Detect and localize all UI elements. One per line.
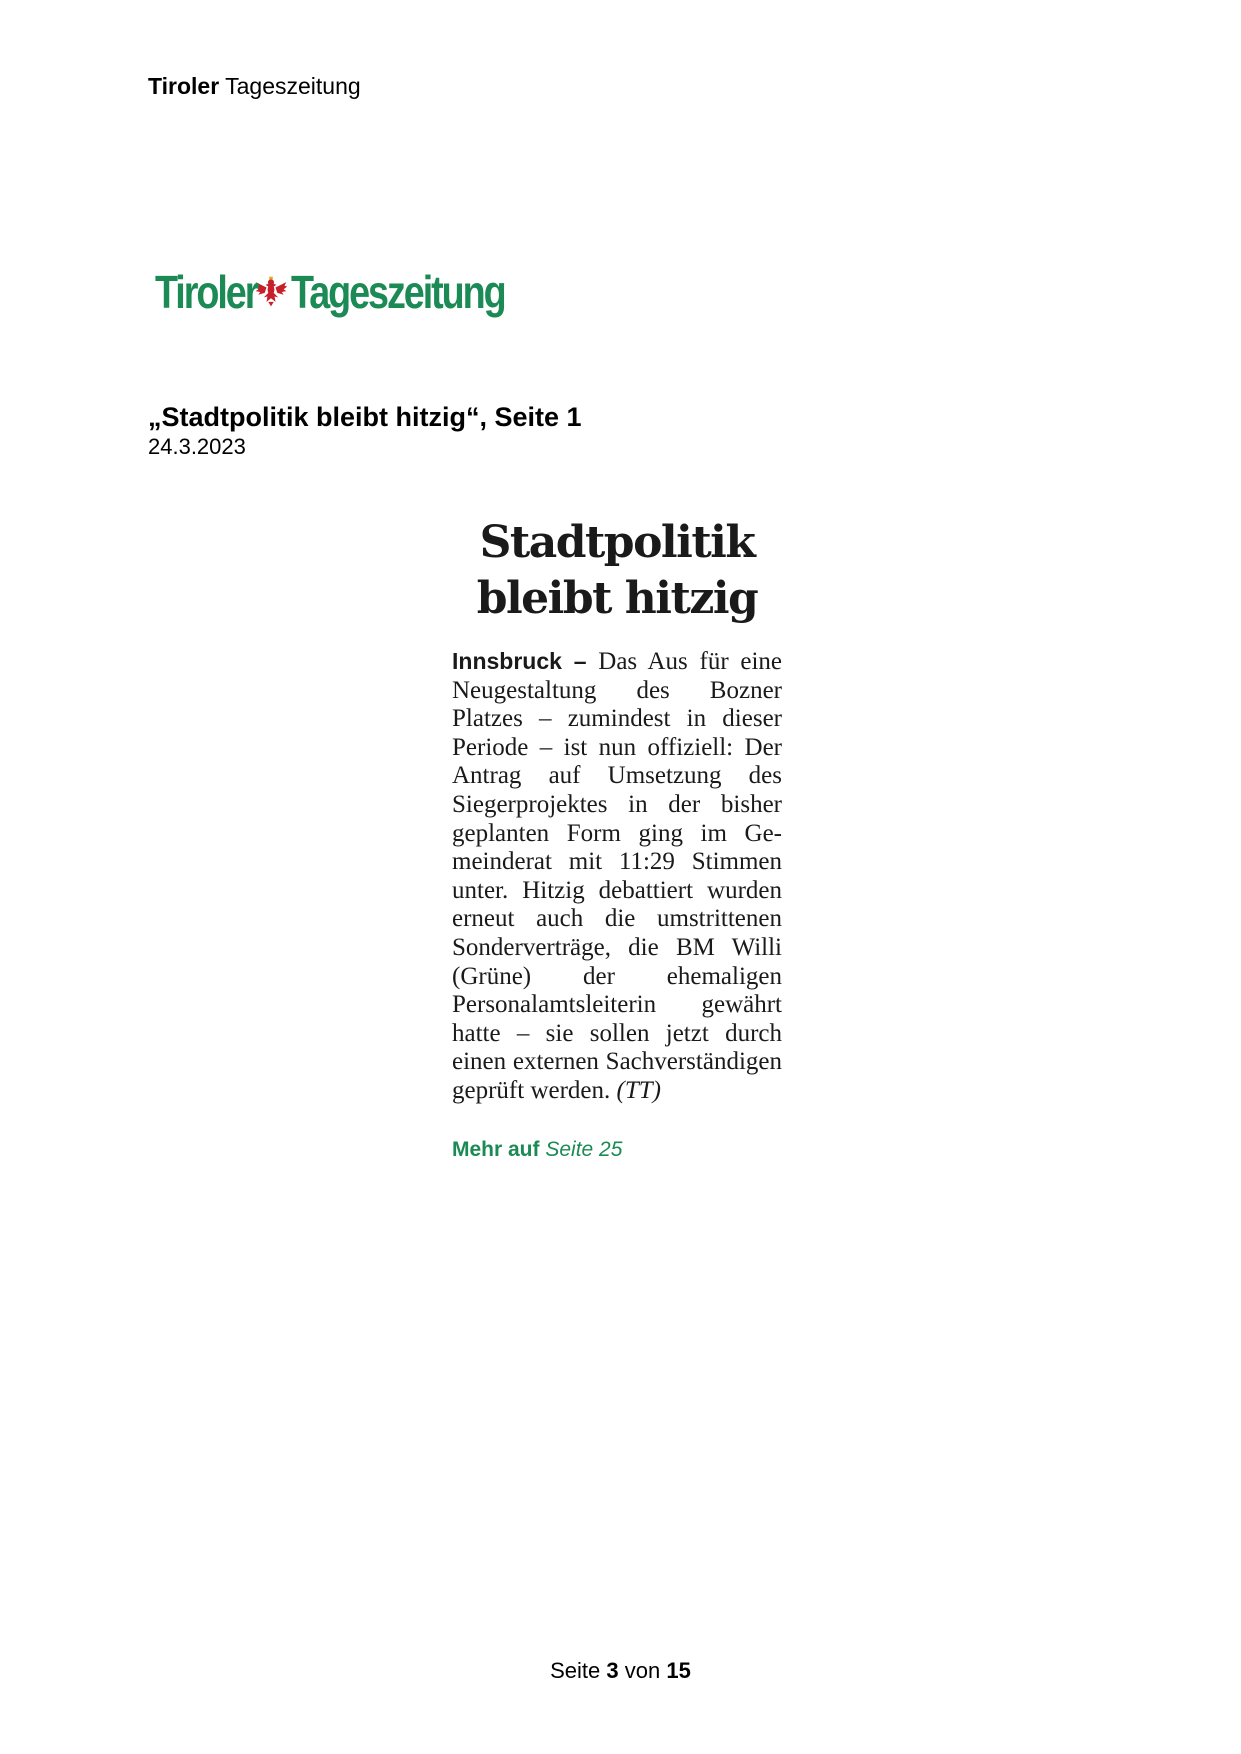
total-page-count: 15: [666, 1658, 691, 1683]
logo-word-right: Tageszeitung: [291, 266, 505, 318]
article-dateline: Innsbruck –: [452, 648, 587, 674]
document-title: „Stadtpolitik bleibt hitzig“, Seite 1: [148, 402, 582, 432]
publication-name-regular: Tageszeitung: [225, 73, 361, 99]
tyrolean-eagle-icon: [253, 274, 289, 310]
article-body: [452, 647, 782, 1106]
page-number-footer: [0, 1658, 1241, 1684]
headline-line-2: bleibt hitzig: [476, 573, 758, 624]
newspaper-logo: [155, 262, 552, 322]
more-on-page-reference: [452, 1138, 782, 1162]
more-prefix: Mehr auf: [452, 1137, 540, 1161]
article-text: Das Aus für eine Neugestaltung des Bozner Platzes – zumindest in dieser Periode – ist nun offiziell: Der Antrag auf Umsetzung des Siegerprojektes in der bisher geplanten Form ging im Gemeinderat mit 11:29 Stimmen unter. Hitzig debattiert wurden erneut auch die umstrittenen Sonderverträge, die BM Willi (Grüne) der ehemaligen Personalamtsleiterin gewährt hatte – sie sollen jetzt durch einen externen Sachverständigen geprüft werden.: [452, 648, 782, 1104]
headline-line-1: Stadtpolitik: [479, 517, 755, 568]
document-date: 24.3.2023: [148, 434, 246, 459]
publication-name-bold: Tiroler: [148, 73, 220, 99]
article-author: (TT): [616, 1076, 661, 1104]
footer-separator: von: [624, 1658, 661, 1683]
running-header: [148, 72, 361, 100]
logo-word-left: Tiroler: [155, 266, 258, 318]
article-clipping: [452, 515, 782, 1162]
article-headline: [452, 515, 782, 627]
footer-label: Seite: [550, 1658, 601, 1683]
current-page-number: 3: [606, 1658, 619, 1683]
more-target-page: Seite 25: [545, 1137, 623, 1161]
